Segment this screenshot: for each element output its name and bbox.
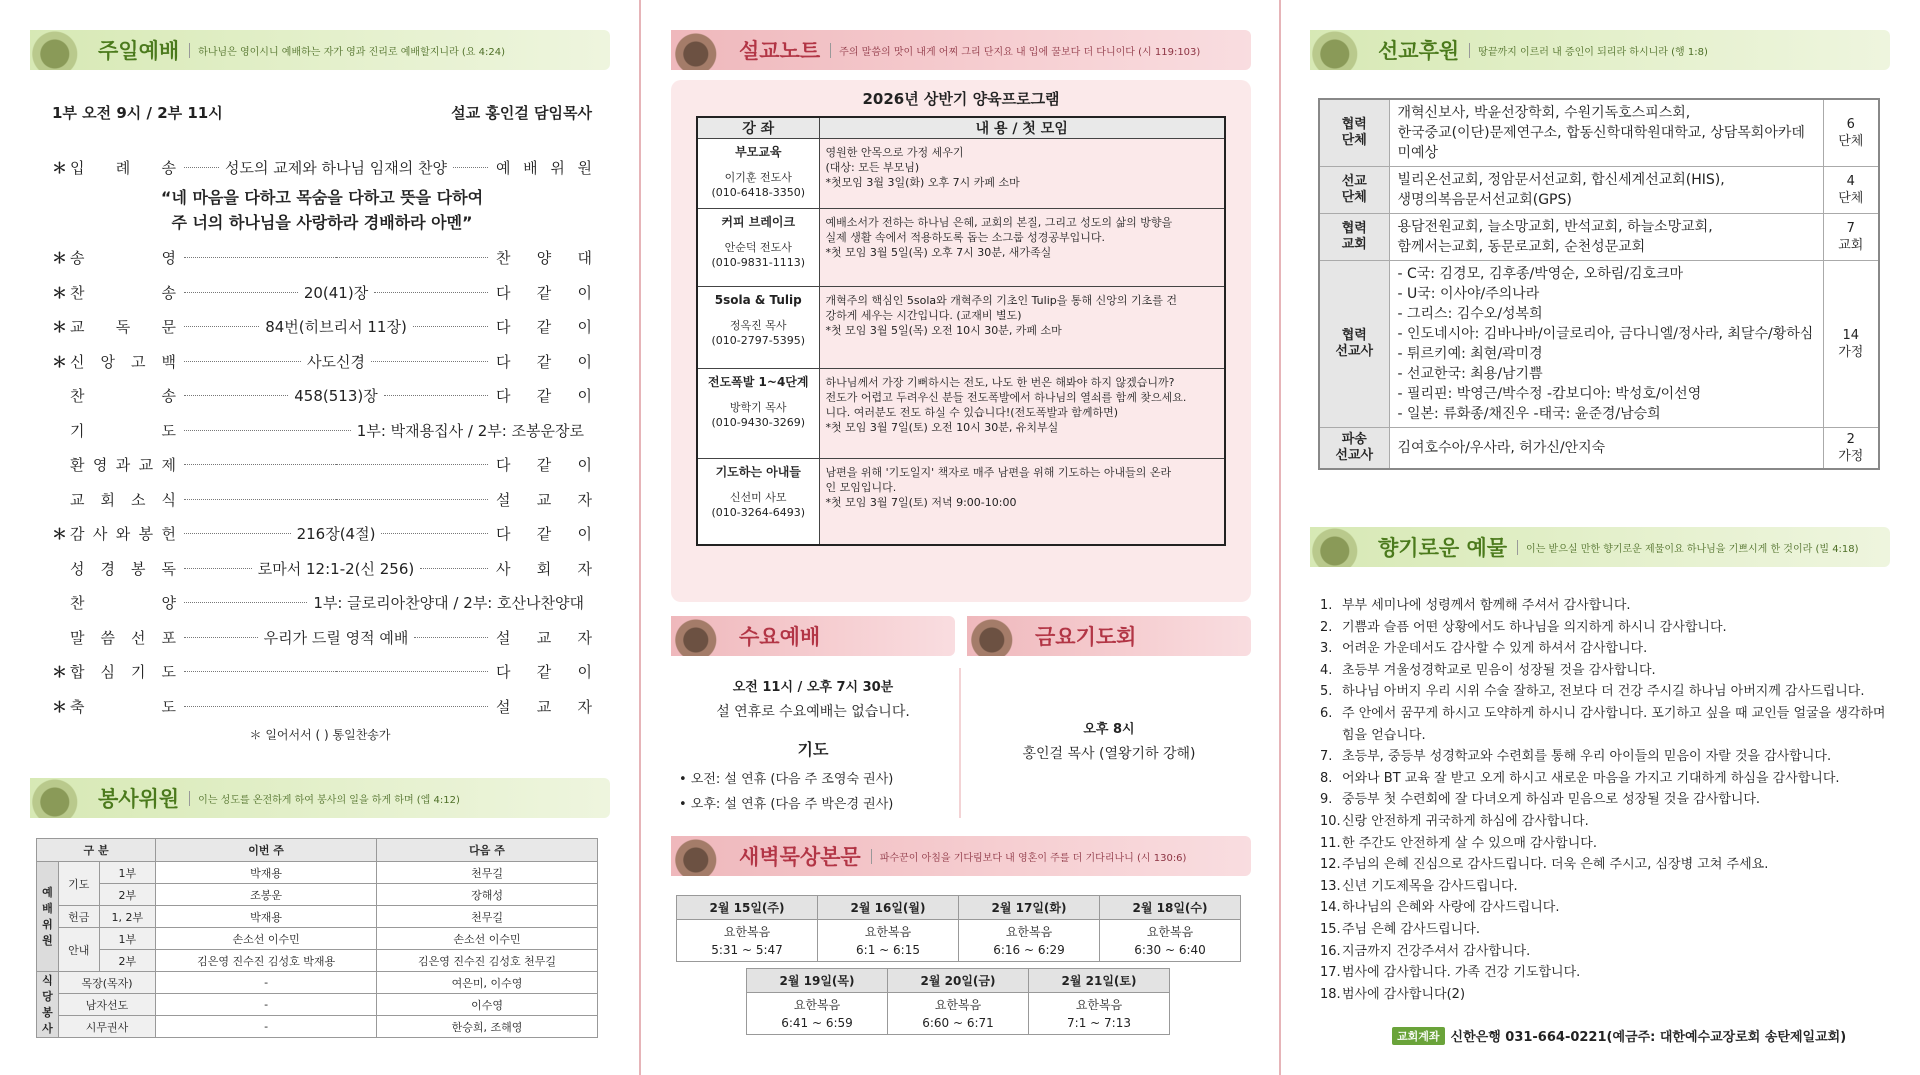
program-desc-line: 전도가 어렵고 두려우신 분들 전도폭발에서 하나님의 열쇠를 함께 찾으세요.: [825, 391, 1187, 404]
thanks-item: 15. 주님 은혜 감사드립니다.: [1320, 921, 1480, 937]
friday-block: [967, 718, 1251, 763]
mission-count: 6 단체: [1823, 99, 1879, 167]
program-row: [697, 209, 1225, 287]
leaf-icon: [30, 30, 92, 70]
friday-desc: 홍인걸 목사 (열왕기하 강해): [1022, 746, 1196, 762]
order-content: 458(513)장: [294, 387, 378, 406]
bank-text: 신한은행 031-664-0221(예금주: 대한예수교장로회 송탄제일교회): [1450, 1030, 1847, 1045]
program-teacher: 방학기 목사: [729, 401, 787, 414]
thanks-item: 17. 범사에 감사합니다. 가족 건강 기도합니다.: [1320, 965, 1581, 981]
worship-preacher: 설교 홍인걸 담임목사: [451, 104, 592, 122]
dawn-passage: 요한복음 6:16 ~ 6:29: [959, 920, 1100, 962]
dawn-passage: 요한복음 5:31 ~ 5:47: [677, 920, 818, 962]
thanks-item: 16. 지금까지 건강주셔서 감사합니다.: [1320, 943, 1531, 959]
mission-category: 파송 선교사: [1319, 428, 1389, 470]
program-name: 전도폭발 1~4단계: [708, 375, 809, 389]
flower-icon: [1310, 30, 1372, 70]
order-content: 1부: 글로리아찬양대 / 2부: 호산나찬양대: [313, 594, 584, 613]
order-leader: 다 같 이: [496, 456, 592, 475]
worship-time: 1부 오전 9시 / 2부 11시: [52, 104, 223, 122]
order-row: ＊ 신 앙 고 백 사도신경 다 같 이: [52, 352, 592, 371]
sermon-note-header: [671, 30, 1251, 70]
program-table: 강 좌 내 용 / 첫 모임 부모교육 이기훈 전도사 (010-6418-3350) 영원한 안목으로 가정 세우기 (대상: 모든 부모님) *첫모임 3월 3일(화) 오후 7시 카페 소마 커피 브레이크 안순덕 전도사 (010-9831-1113) 예배소서가 전하는 하나님 은혜, 교회의 본질, 그리고 성도의 삶의 방향을 실제 생활 속에서 적용하도록 돕는 소그룹 성경공부입니다. *첫 모임 3월 5일(목) 오후 7시 30분, 새가족실 5sola & Tulip 정옥진 목사 (010-2797-5395) 개혁주의 핵심인 5sola와 개혁주의 기초인 Tulip을 통해 신앙의 기초를 건 강하게 세우는 시간입니다. (교재비 별도) *첫 모임 3월 5일(목) 오전 10시 30분, 카페 소마 전도폭발 1~4단계 방학기 목사 (010-9430-3269) 하나님께서 가장 기뻐하시는 전도, 나도 한 번은 해봐야 하지 않겠습니까? 전도가 어렵고 두려우신 분들 전도폭발에서 하나님의 열쇠를 함께 찾으세요. 니다. 여러분도 전도 하실 수 있습니다!(전도폭발과 함께하면) *첫 모임 3월 7일(토) 오전 10시 30분, 유치부실 기도하는 아내들 신선미 사모 (010-3264-6493) 남편을 위해 '기도일지' 책자로 매주 남편을 위해 기도하는 아내들의 온라 인 모임입니다. *첫 모임 3월 7일(토) 저녁 9:00-10:00: [696, 116, 1226, 546]
program-phone: (010-9430-3269): [711, 416, 805, 429]
program-name: 부모교육: [735, 145, 782, 159]
mission-row: [1319, 261, 1879, 428]
order-row: ＊ 축 도 설 교 자: [52, 697, 592, 716]
program-desc-line: *첫 모임 3월 7일(토) 오전 10시 30분, 유치부실: [825, 421, 1059, 434]
thanks-item: 18. 범사에 감사합니다(2): [1320, 986, 1466, 1002]
order-name: 축 도: [70, 697, 176, 716]
column-worship: [0, 0, 640, 1075]
mission-list: 빌리온선교회, 정암문서선교회, 합신세계선교회(HIS), 생명의복음문서선교회(GPS): [1389, 167, 1823, 214]
order-leader: 예 배 위 원: [496, 158, 592, 177]
program-desc-line: *첫 모임 3월 7일(토) 저녁 9:00-10:00: [825, 496, 1017, 509]
order-name: 찬 양: [70, 594, 176, 613]
program-name: 커피 브레이크: [721, 215, 796, 229]
mission-count: 2 가정: [1823, 428, 1879, 470]
service-title: 봉사위원: [98, 787, 180, 811]
order-name: 교 회 소 식: [70, 490, 176, 509]
dawn-subtitle: 파수꾼이 아침을 기다림보다 내 영혼이 주를 더 기다리나니 (시 130:6): [871, 849, 1187, 864]
program-row: [697, 287, 1225, 369]
thanks-item: 2. 기쁨과 슬픔 어떤 상황에서도 하나님을 의지하게 하시니 감사합니다.: [1320, 619, 1727, 635]
dawn-table-week1: [676, 895, 1241, 962]
dawn-table-week2: [746, 968, 1170, 1035]
program-row: [697, 369, 1225, 459]
mission-row: [1319, 214, 1879, 261]
wednesday-header: [671, 616, 955, 656]
program-teacher: 정옥진 목사: [729, 319, 787, 332]
mission-list: - C국: 김경모, 김후종/박영순, 오하림/김호크마 - U국: 이사야/주의나라 - 그리스: 김수오/성복희 - 인도네시아: 김바나바/이글로리아, 금다니엘/정사라, 최달수/황하심 - 튀르키예: 최현/곽미경 - 선교한국: 최용/남기쁨 - 필리핀: 박영근/박수정 -캄보디아: 박성호/이선영 - 일본: 류화종/채진우 -태국: 윤준경/남승희: [1389, 261, 1823, 428]
order-content: 1부: 박재용집사 / 2부: 조봉운장로: [356, 421, 584, 440]
program-desc-line: 영원한 안목으로 가정 세우기: [825, 146, 964, 159]
order-leader: 설 교 자: [496, 697, 592, 716]
mission-row: [1319, 167, 1879, 214]
order-name: 교 독 문: [70, 318, 176, 337]
order-row: [52, 551, 592, 586]
dawn-date: 2월 15일(주): [677, 896, 818, 920]
wednesday-time: 오전 11시 / 오후 7시 30분: [732, 680, 894, 695]
dawn-passage: 요한복음 6:41 ~ 6:59: [747, 993, 888, 1035]
standing-note: ＊ 일어서서 ( ) 통일찬송가: [249, 728, 391, 742]
dawn-date: 2월 18일(수): [1100, 896, 1241, 920]
order-name: 입 례 송: [70, 158, 176, 177]
order-row: ＊ 교 독 문 84번(히브리서 11장) 다 같 이: [52, 318, 592, 337]
worship-title: 주일예배: [98, 39, 180, 63]
thanks-item: 9. 중등부 첫 수련회에 잘 다녀오게 하심과 믿음으로 성장될 것을 감사합니다.: [1320, 792, 1761, 808]
group-kitchen: 식 당 봉 사: [37, 972, 59, 1038]
wednesday-am: • 오전: 설 연휴 (다음 주 조영숙 권사): [679, 772, 894, 787]
order-content: 사도신경: [307, 352, 365, 371]
friday-time: 오후 8시: [1083, 722, 1135, 737]
mission-subtitle: 땅끝까지 이르러 내 증인이 되리라 하시니라 (행 1:8): [1469, 43, 1708, 58]
order-leader: 다 같 이: [496, 525, 592, 544]
program-teacher: 신선미 사모: [729, 491, 787, 504]
mid-divider: [959, 668, 961, 818]
mission-list: 용담전원교회, 늘소망교회, 반석교회, 하늘소망교회, 함께서는교회, 동문로교회, 순천성문교회: [1389, 214, 1823, 261]
mission-table: [1318, 98, 1880, 470]
thanks-item: 12. 주님의 은혜 진심으로 감사드립니다. 더욱 은혜 주시고, 심장병 고쳐 주세요.: [1320, 857, 1769, 873]
service-table: 구 분 이번 주 다음 주 예 배 위 원 기도 1부 박재용 천무길 2부 조봉운 장해성 헌금 1, 2부 박재용 천무길 안내 1부 손소선 이수민 손소선 이수민 2부 김은영 진수진 김성호 박재용 김은영 진수진 김성호 천무길 식 당 봉 사 목장(목자) - 여은미, 이수영 남자선도 - 이수영 시무권사 - 한승희, 조해영: [36, 838, 598, 1038]
program-desc-line: 남편을 위해 '기도일지' 책자로 매주 남편을 위해 기도하는 아내들의 온라: [825, 466, 1172, 479]
mission-category: 협력 단체: [1319, 99, 1389, 167]
service-header: [30, 778, 610, 818]
order-leader: 찬 양 대: [496, 249, 592, 268]
program-desc-line: *첫모임 3월 3일(화) 오후 7시 카페 소마: [825, 176, 1020, 189]
sermon-note-subtitle: 주의 말씀의 맛이 내게 어찌 그리 단지요 내 입에 꿀보다 더 다니이다 (시 119:103): [830, 43, 1200, 58]
wednesday-title: 수요예배: [739, 625, 821, 649]
program-desc-line: 실제 생활 속에서 적용하도록 돕는 소그룹 성경공부입니다.: [825, 231, 1105, 244]
thanks-item: 13. 신년 기도제목을 감사드립니다.: [1320, 878, 1518, 894]
program-desc-line: *첫 모임 3월 5일(목) 오후 7시 30분, 새가족실: [825, 246, 1052, 259]
thanks-header: [1310, 527, 1890, 567]
bank-tag: 교회계좌: [1392, 1027, 1445, 1045]
prayer-label: 기도: [797, 740, 829, 759]
mission-category: 협력 교회: [1319, 214, 1389, 261]
dawn-passage: 요한복음 7:1 ~ 7:13: [1029, 993, 1170, 1035]
order-row: [52, 448, 592, 483]
order-row: ＊ 감 사 와 봉 헌 216장(4절) 다 같 이: [52, 525, 592, 544]
mission-list: 개혁신보사, 박윤선장학회, 수원기독호스피스회, 한국중교(이단)문제연구소, 합동신학대학원대학교, 상담목회아카데 미예상: [1389, 99, 1823, 167]
order-content: 우리가 드릴 영적 예배: [263, 628, 409, 647]
dawn-passage: 요한복음 6:1 ~ 6:15: [818, 920, 959, 962]
order-name: 감 사 와 봉 헌: [70, 525, 176, 544]
thanks-item: 10. 신랑 안전하게 귀국하게 하심에 감사합니다.: [1320, 813, 1589, 829]
order-content: 84번(히브리서 11장): [265, 318, 407, 337]
order-content: 로마서 12:1-2(신 256): [257, 559, 415, 578]
sprout-icon: [1310, 527, 1372, 567]
order-leader: 설 교 자: [496, 628, 592, 647]
order-leader: 다 같 이: [496, 318, 592, 337]
order-row: [52, 586, 592, 621]
order-name: 환 영 과 교 제: [70, 456, 176, 475]
thanks-item: 14. 하나님의 은혜와 사랑에 감사드립니다.: [1320, 900, 1560, 916]
praying-hands-icon: [967, 616, 1029, 656]
order-name: 말 씀 선 포: [70, 628, 176, 647]
thanks-item: 5. 하나님 아버지 우리 시위 수술 잘하고, 전보다 더 건강 주시길 하나님 아버지께 감사드립니다.: [1320, 684, 1865, 700]
order-rest: [52, 241, 592, 724]
thanks-item: 3. 어려운 가운데서도 감사할 수 있게 하셔서 감사합니다.: [1320, 641, 1648, 657]
order-row: [52, 413, 592, 448]
thanks-item: 11. 한 주간도 안전하게 살 수 있으매 감사합니다.: [1320, 835, 1597, 851]
program-desc-line: 예배소서가 전하는 하나님 은혜, 교회의 본질, 그리고 성도의 삶의 방향을: [825, 216, 1173, 229]
order-name: 찬 송: [70, 283, 176, 302]
bible-icon: [671, 30, 733, 70]
order-leader: 설 교 자: [496, 490, 592, 509]
order-row: [52, 379, 592, 414]
mission-list: 김여호수아/우사라, 허가신/안지숙: [1389, 428, 1823, 470]
thanks-subtitle: 이는 받으실 만한 향기로운 제물이요 하나님을 기쁘시게 한 것이라 (빌 4:18): [1517, 540, 1859, 555]
program-name: 기도하는 아내들: [715, 465, 801, 479]
dawn-passage: 요한복음 6:30 ~ 6:40: [1100, 920, 1241, 962]
order-row: ＊ 합 심 기 도 다 같 이: [52, 663, 592, 682]
order-name: 송 영: [70, 249, 176, 268]
program-teacher: 이기훈 전도사: [724, 171, 792, 184]
friday-header: [967, 616, 1251, 656]
program-box: [671, 80, 1251, 602]
program-desc-line: *첫 모임 3월 5일(목) 오전 10시 30분, 카페 소마: [825, 324, 1062, 337]
order-row: [52, 482, 592, 517]
mission-row: [1319, 99, 1879, 167]
service-subtitle: 이는 성도를 온전하게 하여 봉사의 일을 하게 하며 (엡 4:12): [189, 791, 460, 806]
mission-category: 협력 선교사: [1319, 261, 1389, 428]
program-phone: (010-2797-5395): [711, 334, 805, 347]
friday-title: 금요기도회: [1035, 625, 1137, 649]
program-desc-line: (대상: 모든 부모님): [825, 161, 920, 174]
dawn-date: 2월 19일(목): [747, 969, 888, 993]
program-teacher: 안순덕 전도사: [724, 241, 792, 254]
order-leader: 다 같 이: [496, 352, 592, 371]
thanks-item: 힘을 얻습니다.: [1342, 727, 1426, 743]
dawn-date: 2월 21일(토): [1029, 969, 1170, 993]
program-name: 5sola & Tulip: [714, 293, 802, 307]
sermon-note-title: 설교노트: [739, 39, 821, 63]
order-name: 합 심 기 도: [70, 663, 176, 682]
program-title: 2026년 상반기 양육프로그램: [862, 90, 1060, 108]
verse-line-2: 주 너의 하나님을 사랑하라 경배하라 아멘”: [171, 212, 473, 232]
column-sermon: [641, 0, 1279, 1075]
mission-row: [1319, 428, 1879, 470]
dawn-date: 2월 20일(금): [888, 969, 1029, 993]
order-row: ＊ 찬 송 20(41)장 다 같 이: [52, 283, 592, 302]
program-desc-line: 하나님께서 가장 기뻐하시는 전도, 나도 한 번은 해봐야 하지 않겠습니까?: [825, 376, 1175, 389]
wednesday-notice: 설 연휴로 수요예배는 없습니다.: [716, 704, 910, 720]
order-row: ＊ 입 례 송 성도의 교제와 하나님 임재의 찬양 예 배 위 원: [52, 158, 592, 177]
order-name: 찬 송: [70, 387, 176, 406]
dawn-date: 2월 16일(월): [818, 896, 959, 920]
program-phone: (010-3264-6493): [711, 506, 805, 519]
column-mission: [1280, 0, 1920, 1075]
mission-count: 7 교회: [1823, 214, 1879, 261]
cross-icon: [671, 616, 733, 656]
order-content: 성도의 교제와 하나님 임재의 찬양: [225, 158, 447, 177]
hourglass-icon: [671, 836, 733, 876]
dawn-passage: 요한복음 6:60 ~ 6:71: [888, 993, 1029, 1035]
worship-order: [52, 150, 592, 724]
program-desc-line: 개혁주의 핵심인 5sola와 개혁주의 기초인 Tulip을 통해 신앙의 기초를 건: [825, 294, 1177, 307]
order-name: 성 경 봉 독: [70, 559, 176, 578]
mission-count: 14 가정: [1823, 261, 1879, 428]
thanks-item: 7. 초등부, 중등부 성경학교와 수련회를 통해 우리 아이들의 믿음이 자랄 것을 감사합니다.: [1320, 749, 1832, 765]
mission-category: 선교 단체: [1319, 167, 1389, 214]
program-desc-line: 인 모임입니다.: [825, 481, 897, 494]
group-worship: 예 배 위 원: [37, 862, 59, 972]
thanks-item: 4. 초등부 겨울성경학교로 믿음이 성장될 것을 감사합니다.: [1320, 662, 1656, 678]
thanks-item: 8. 어와나 BT 교육 잘 받고 오게 하시고 새로운 마음을 가지고 기대하게 하심을 감사합니다.: [1320, 770, 1840, 786]
mission-header: [1310, 30, 1890, 70]
order-leader: 사 회 자: [496, 559, 592, 578]
order-leader: 다 같 이: [496, 387, 592, 406]
verse-line-1: “네 마음을 다하고 목숨을 다하고 뜻을 다하여: [160, 187, 484, 207]
order-row: ＊ 송 영 찬 양 대: [52, 249, 592, 268]
wednesday-pm: • 오후: 설 연휴 (다음 주 박은경 권사): [679, 797, 894, 812]
thanks-item: 6. 주 안에서 꿈꾸게 하시고 도약하게 하시니 감사합니다. 포기하고 싶을 때 교인들 얼굴을 생각하며: [1320, 705, 1886, 721]
dawn-title: 새벽묵상본문: [739, 845, 861, 869]
program-row: [697, 459, 1225, 545]
order-name: 신 앙 고 백: [70, 352, 176, 371]
program-phone: (010-9831-1113): [711, 256, 805, 269]
dawn-header: [671, 836, 1251, 876]
order-leader: 다 같 이: [496, 663, 592, 682]
hands-icon: [30, 778, 92, 818]
wednesday-block: [671, 676, 955, 812]
program-desc-line: 강하게 세우는 시간입니다. (교재비 별도): [825, 309, 1022, 322]
dawn-date: 2월 17일(화): [959, 896, 1100, 920]
mission-title: 선교후원: [1378, 39, 1460, 63]
mission-count: 4 단체: [1823, 167, 1879, 214]
order-leader: 다 같 이: [496, 283, 592, 302]
order-content: 20(41)장: [303, 283, 369, 302]
thanks-item: 1. 부부 세미나에 성령께서 함께해 주셔서 감사합니다.: [1320, 598, 1631, 613]
worship-header: [30, 30, 610, 70]
thanks-list: [1320, 595, 1890, 1005]
worship-subtitle: 하나님은 영이시니 예배하는 자가 영과 진리로 예배할지니라 (요 4:24): [189, 43, 505, 58]
thanks-title: 향기로운 예물: [1378, 536, 1508, 560]
order-content: 216장(4절): [296, 525, 376, 544]
order-row: [52, 620, 592, 655]
program-phone: (010-6418-3350): [711, 186, 805, 199]
program-desc-line: 니다. 여러분도 전도 하실 수 있습니다!(전도폭발과 함께하면): [825, 406, 1118, 419]
order-name: 기 도: [70, 421, 176, 440]
program-row: [697, 139, 1225, 209]
bank-info: [1392, 1026, 1846, 1045]
